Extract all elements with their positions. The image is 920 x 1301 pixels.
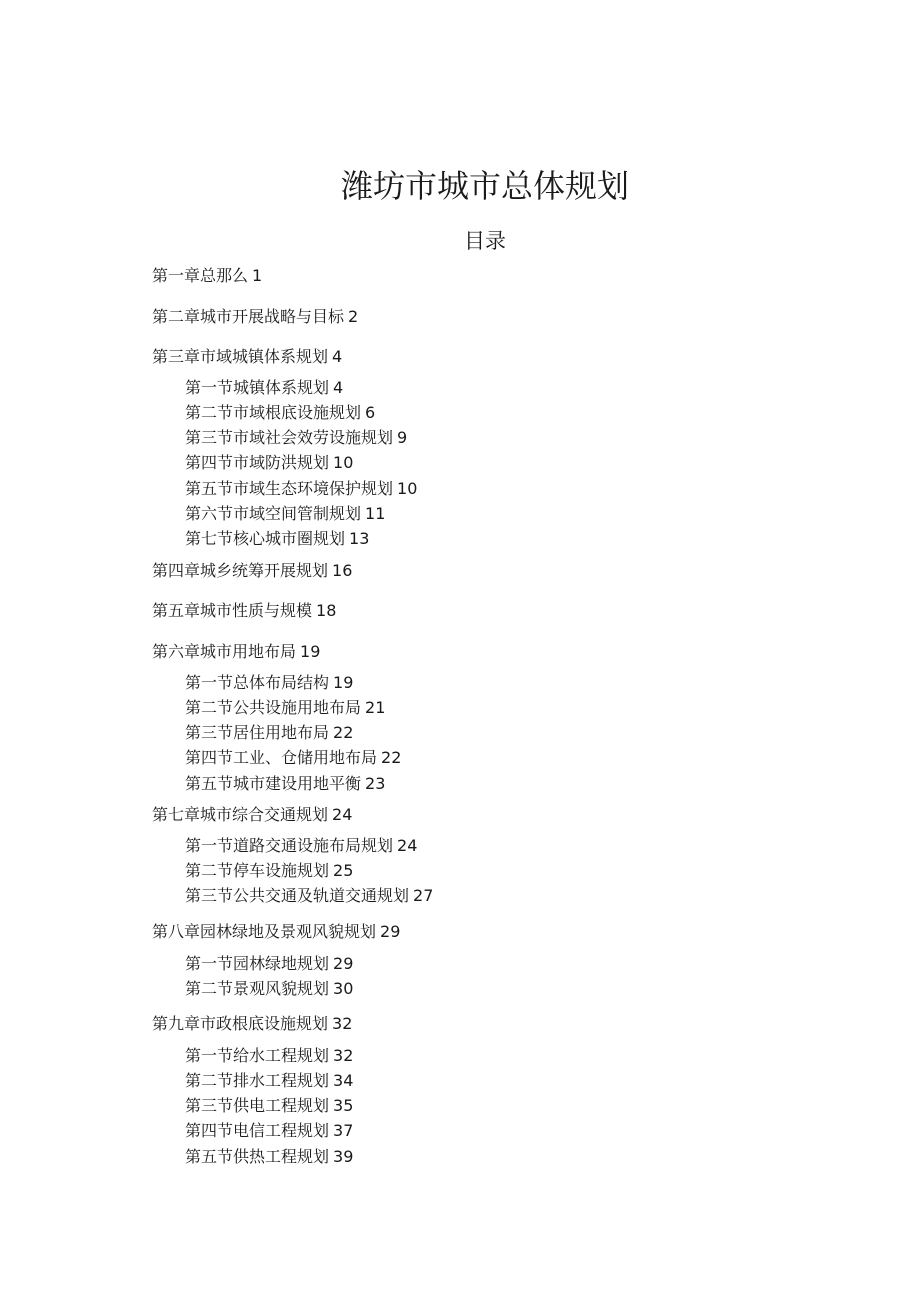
toc-section: [185, 722, 353, 744]
toc-label: 第六节市域空间管制规划: [185, 504, 362, 523]
toc-section: [185, 402, 375, 424]
toc-page-number: 34: [333, 1071, 354, 1090]
toc-label: 第五节市域生态环境保护规划: [185, 479, 394, 498]
toc-page-number: 30: [333, 979, 354, 998]
toc-page-number: 2: [348, 307, 359, 326]
toc-page-number: 19: [333, 673, 354, 692]
toc-label: 第三节公共交通及轨道交通规划: [185, 886, 410, 905]
toc-label: 第四节电信工程规划: [185, 1121, 330, 1140]
toc-label: 第五章城市性质与规模: [152, 601, 313, 620]
toc-page-number: 37: [333, 1121, 354, 1140]
toc-section: [185, 885, 433, 907]
toc-page-number: 6: [365, 403, 376, 422]
toc-label: 第二节市域根底设施规划: [185, 403, 362, 422]
toc-section: [185, 773, 385, 795]
toc-label: 第一节园林绿地规划: [185, 954, 330, 973]
toc-section: [185, 503, 385, 525]
toc-section: [185, 528, 369, 550]
toc-page-number: 10: [397, 479, 418, 498]
toc-section: [185, 697, 385, 719]
toc-label: 第一节城镇体系规划: [185, 378, 330, 397]
toc-section: [185, 1146, 353, 1168]
toc-label: 第七章城市综合交通规划: [152, 805, 329, 824]
toc-label: 第五节供热工程规划: [185, 1147, 330, 1166]
toc-chapter-3: [152, 346, 342, 368]
toc-section: [185, 427, 407, 449]
toc-page-number: 13: [349, 529, 370, 548]
toc-label: 第三章市域城镇体系规划: [152, 347, 329, 366]
toc-section: [185, 835, 417, 857]
toc-page-number: 4: [332, 347, 343, 366]
toc-chapter-8: [152, 921, 400, 943]
toc-label: 第一节给水工程规划: [185, 1046, 330, 1065]
toc-page-number: 10: [333, 453, 354, 472]
toc-label: 第二章城市开展战略与目标: [152, 307, 345, 326]
toc-chapter-2: [152, 306, 358, 328]
toc-page-number: 21: [365, 698, 386, 717]
toc-page-number: 23: [365, 774, 386, 793]
toc-label: 第四节市域防洪规划: [185, 453, 330, 472]
toc-page-number: 4: [333, 378, 344, 397]
toc-page-number: 18: [316, 601, 337, 620]
toc-label: 第三节市域社会效劳设施规划: [185, 428, 394, 447]
toc-label: 第二节排水工程规划: [185, 1071, 330, 1090]
toc-label: 第二节停车设施规划: [185, 861, 330, 880]
toc-label: 第八章园林绿地及景观风貌规划: [152, 922, 377, 941]
toc-section: [185, 1120, 353, 1142]
toc-label: 第七节核心城市圈规划: [185, 529, 346, 548]
toc-heading: 目录: [464, 229, 506, 253]
toc-section: [185, 478, 417, 500]
toc-page-number: 24: [397, 836, 418, 855]
toc-label: 第三节供电工程规划: [185, 1096, 330, 1115]
toc-page-number: 19: [300, 642, 321, 661]
document-title: 潍坊市城市总体规划: [340, 167, 629, 205]
toc-section: [185, 377, 343, 399]
toc-label: 第九章市政根底设施规划: [152, 1014, 329, 1033]
toc-page-number: 32: [332, 1014, 353, 1033]
toc-chapter-4: [152, 560, 352, 582]
toc-page-number: 24: [332, 805, 353, 824]
toc-section: [185, 953, 353, 975]
toc-page-number: 35: [333, 1096, 354, 1115]
toc-page-number: 9: [397, 428, 408, 447]
toc-chapter-5: [152, 600, 336, 622]
toc-label: 第五节城市建设用地平衡: [185, 774, 362, 793]
toc-page-number: 25: [333, 861, 354, 880]
toc-page-number: 27: [413, 886, 434, 905]
toc-section: [185, 452, 353, 474]
toc-label: 第三节居住用地布局: [185, 723, 330, 742]
toc-chapter-7: [152, 804, 352, 826]
toc-page-number: 11: [365, 504, 386, 523]
toc-section: [185, 1070, 353, 1092]
toc-chapter-9: [152, 1013, 352, 1035]
toc-page-number: 29: [380, 922, 401, 941]
toc-page-number: 16: [332, 561, 353, 580]
toc-label: 第一章总那么: [152, 266, 249, 285]
toc-page-number: 22: [333, 723, 354, 742]
toc-page-number: 1: [252, 266, 263, 285]
toc-chapter-6: [152, 641, 320, 663]
toc-page-number: 39: [333, 1147, 354, 1166]
toc-label: 第二节公共设施用地布局: [185, 698, 362, 717]
toc-label: 第一节总体布局结构: [185, 673, 330, 692]
toc-label: 第四章城乡统筹开展规划: [152, 561, 329, 580]
toc-page-number: 22: [381, 748, 402, 767]
toc-label: 第一节道路交通设施布局规划: [185, 836, 394, 855]
toc-label: 第四节工业、仓储用地布局: [185, 748, 378, 767]
toc-page-number: 32: [333, 1046, 354, 1065]
toc-label: 第六章城市用地布局: [152, 642, 297, 661]
toc-section: [185, 1045, 353, 1067]
toc-section: [185, 1095, 353, 1117]
toc-section: [185, 747, 401, 769]
toc-page-number: 29: [333, 954, 354, 973]
toc-section: [185, 672, 353, 694]
toc-section: [185, 978, 353, 1000]
toc-label: 第二节景观风貌规划: [185, 979, 330, 998]
toc-chapter-1: [152, 265, 262, 287]
toc-section: [185, 860, 353, 882]
